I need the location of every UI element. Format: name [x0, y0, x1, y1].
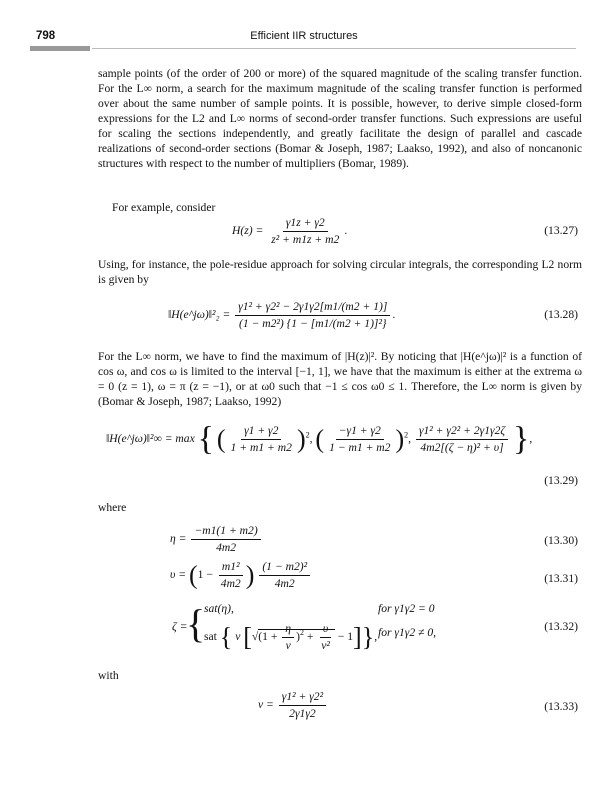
sat-label: sat	[204, 630, 217, 644]
eq-fraction	[235, 300, 390, 331]
eq-lhs: υ =	[170, 568, 187, 582]
eq-fraction	[268, 216, 342, 247]
paragraph-3: Using, for instance, the pole-residue approach for solving circular integrals, the corresponding L2 norm is given by	[98, 258, 582, 286]
eq-numerator: (1 − m2)²	[259, 560, 310, 576]
term3-denominator: 4m2[(ζ − η)² + υ]	[420, 441, 504, 454]
where-label: where	[98, 501, 127, 514]
open-paren: (	[188, 560, 198, 590]
eq-denominator: z² + m1z + m2	[271, 233, 340, 246]
eq-fraction	[259, 560, 310, 591]
header-rule	[92, 48, 576, 49]
eq-lhs: H(z) =	[232, 224, 264, 238]
header-accent-bar	[30, 46, 90, 51]
eq-tail: .	[344, 224, 348, 238]
case1-expr: sat(η),	[204, 602, 234, 615]
close-bracket: ]	[353, 622, 362, 652]
equation-number: (13.28)	[544, 308, 578, 321]
case2-condition: for γ1γ2 ≠ 0,	[378, 626, 437, 639]
inner-numerator: m1²	[219, 560, 243, 576]
eq-tail: .	[392, 308, 396, 322]
term2-numerator: −γ1 + γ2	[336, 424, 384, 440]
eq-denominator: 4m2	[216, 541, 237, 554]
equation-number: (13.29)	[544, 474, 578, 487]
open-brace: {	[197, 420, 214, 458]
equation-number: (13.30)	[544, 534, 578, 547]
equation-number: (13.27)	[544, 224, 578, 237]
eq-denominator: 4m2	[274, 577, 295, 590]
inner-denominator: 4m2	[220, 577, 241, 590]
eq-numerator: γ1² + γ2² − 2γ1γ2[m1/(m2 + 1)]	[235, 300, 390, 316]
case1-condition: for γ1γ2 = 0	[378, 602, 435, 615]
eq-fraction	[191, 524, 260, 555]
equation-number: (13.33)	[544, 700, 578, 713]
page-header	[0, 30, 608, 46]
term2-fraction	[326, 424, 393, 455]
eq-denominator: (1 − m2²) {1 − [m1/(m2 + 1)]²}	[238, 317, 387, 330]
close-paren: )	[395, 424, 405, 454]
eq-lhs: ν =	[258, 698, 274, 712]
eq-fraction	[279, 690, 326, 721]
term2-denominator: 1 − m1 + m2	[329, 441, 391, 454]
eq-numerator: γ1z + γ2	[283, 216, 328, 232]
paragraph-4: For the L∞ norm, we have to find the maximum of |H(z)|². By noticing that |H(e^jω)|² is a function of cos ω, and cos ω is limited to the interval [−1, 1], we have that the maximum is either at the extrema ω = 0 (z = 1), ω = π (z = −1), or at ω0 such that −1 ≤ cos ω0 ≤ 1. Therefore, the L∞ norm is given by (Bomar & Joseph, 1987; Laakso, 1992)	[98, 350, 582, 408]
open-paren: (	[216, 424, 226, 454]
eq-tail: ,	[529, 432, 533, 446]
eta-over-nu: $\frac{\eta}{\nu}$	[282, 622, 294, 653]
running-title: Efficient IIR structures	[250, 30, 358, 42]
eq-numerator: γ1² + γ2²	[279, 690, 326, 706]
open-brace: {	[219, 622, 233, 652]
eq-lhs: ζ =	[172, 620, 188, 633]
close-paren: )	[245, 560, 255, 590]
term1-denominator: 1 + m1 + m2	[230, 441, 292, 454]
close-brace: }	[513, 420, 530, 458]
equation-number: (13.31)	[544, 572, 578, 585]
term1-fraction	[228, 424, 295, 455]
eq-lhs: η =	[170, 532, 187, 546]
paragraph-1: sample points (of the order of 200 or more) of the squared magnitude of the scaling transfer function. For the L∞ norm, a search for the maximum magnitude of the scaling transfer function is performed over about the same number of sample points. It is possible, however, to derive simple closed-form expressions for the L2 and L∞ norms of second-order transfer functions. Such expressions are useful for scaling the sections independently, and greatly facilitate the design of parallel and cascade realizations of second-order sections (Bomar & Joseph, 1987; Laakso, 1992), and also of noncanonic structures with respect to the number of multipliers (Bomar, 1989).	[98, 67, 582, 170]
with-label: with	[98, 669, 119, 682]
term1-numerator: γ1 + γ2	[241, 424, 281, 440]
close-brace: }	[361, 622, 375, 652]
term3-numerator: γ1² + γ2² + 2γ1γ2ζ	[416, 424, 508, 440]
eq-lhs: ‖H(e^jω)‖²₂ =	[168, 308, 231, 322]
close-paren: )	[296, 424, 306, 454]
eq-denominator: 2γ1γ2	[289, 707, 316, 720]
upsilon-over-nu2: $\frac{\upsilon}{\text{ν²}}$	[321, 622, 330, 652]
cases-brace: {	[186, 601, 206, 646]
open-paren: (	[315, 424, 325, 454]
paragraph-2: For example, consider	[112, 201, 216, 214]
term3-fraction	[416, 424, 508, 455]
eq-lhs: ‖H(e^jω)‖²∞ = max	[106, 432, 195, 446]
case2-expr: sat { ν [√(1 + $\frac{\eta}{\nu}$ )$^2$ + $\frac{\upsilon}{\text{ν²}}$ − 1]},	[204, 622, 378, 652]
open-bracket: [	[243, 622, 252, 652]
page-number: 798	[36, 30, 56, 42]
equation-number: (13.32)	[544, 620, 578, 633]
inner-fraction	[218, 560, 244, 591]
eq-numerator: −m1(1 + m2)	[191, 524, 260, 540]
